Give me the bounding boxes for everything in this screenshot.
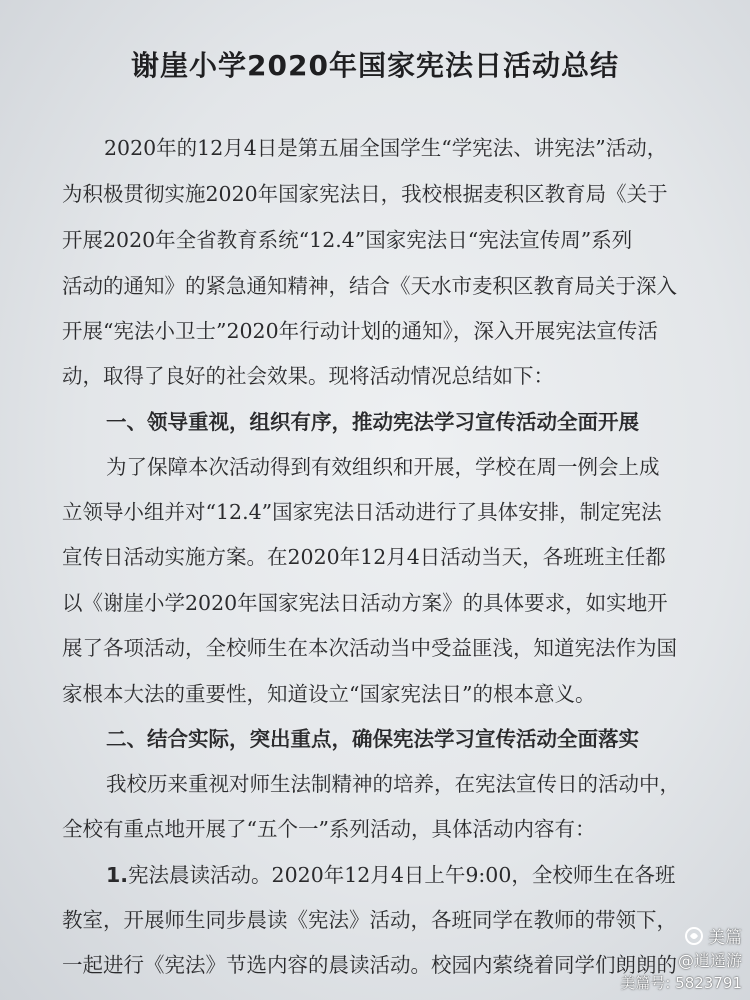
page-title: 谢崖小学2020年国家宪法日活动总结 — [131, 49, 619, 82]
paragraph-line: 展了各项活动，全校师生在本次活动当中受益匪浅，知道宪法作为国 — [62, 636, 677, 660]
paragraph-line: 为积极贯彻实施2020年国家宪法日，我校根据麦积区教育局《关于 — [62, 182, 668, 206]
paragraph-line: 教室，开展师生同步晨读《宪法》活动，各班同学在教师的带领下， — [62, 908, 677, 932]
item-text: 宪法晨读活动。2020年12月4日上午9:00，全校师生在各班 — [128, 863, 676, 887]
section-heading: 二、结合实际，突出重点，确保宪法学习宣传活动全面落实 — [106, 727, 639, 751]
paragraph-line: 活动的通知》的紧急通知精神，结合《天水市麦积区教育局关于深入 — [62, 274, 677, 298]
watermark-brand-text: 美篇 — [708, 928, 742, 948]
paragraph-line: 2020年的12月4日是第五届全国学生“学宪法、讲宪法”活动， — [104, 136, 668, 160]
paragraph-line: 宣传日活动实施方案。在2020年12月4日活动当天，各班班主任都 — [62, 545, 666, 569]
paragraph-line: 一起进行《宪法》节选内容的晨读活动。校园内萦绕着同学们朗朗的 — [62, 953, 677, 977]
item-number: 1. — [106, 863, 129, 887]
paragraph-line: 为了保障本次活动得到有效组织和开展，学校在周一例会上成 — [106, 455, 660, 479]
meipian-logo-icon — [684, 926, 704, 946]
paragraph-line: 家根本大法的重要性，知道设立“国家宪法日”的根本意义。 — [62, 682, 596, 706]
watermark-id: 美篇号: 5823791 — [620, 974, 742, 992]
paragraph-line: 开展2020年全省教育系统“12.4”国家宪法日“宪法宣传周”系列 — [62, 228, 633, 252]
watermark-user: @逍遥游 — [677, 951, 742, 970]
paragraph-line: 立领导小组并对“12.4”国家宪法日活动进行了具体安排，制定宪法 — [62, 500, 662, 524]
paragraph-line: 我校历来重视对师生法制精神的培养，在宪法宣传日的活动中， — [106, 772, 680, 796]
paragraph-line: 动，取得了良好的社会效果。现将活动情况总结如下： — [62, 364, 554, 388]
section-heading: 一、领导重视，组织有序，推动宪法学习宣传活动全面开展 — [106, 410, 639, 434]
paragraph-line: 以《谢崖小学2020年国家宪法日活动方案》的具体要求，如实地开 — [62, 591, 668, 615]
paragraph-line: 全校有重点地开展了“五个一”系列活动，具体活动内容有： — [62, 817, 596, 841]
paragraph-line: 开展“宪法小卫士”2020年行动计划的通知》，深入开展宪法宣传活 — [62, 319, 658, 343]
watermark-brand — [684, 923, 742, 948]
list-item-line — [106, 861, 675, 889]
